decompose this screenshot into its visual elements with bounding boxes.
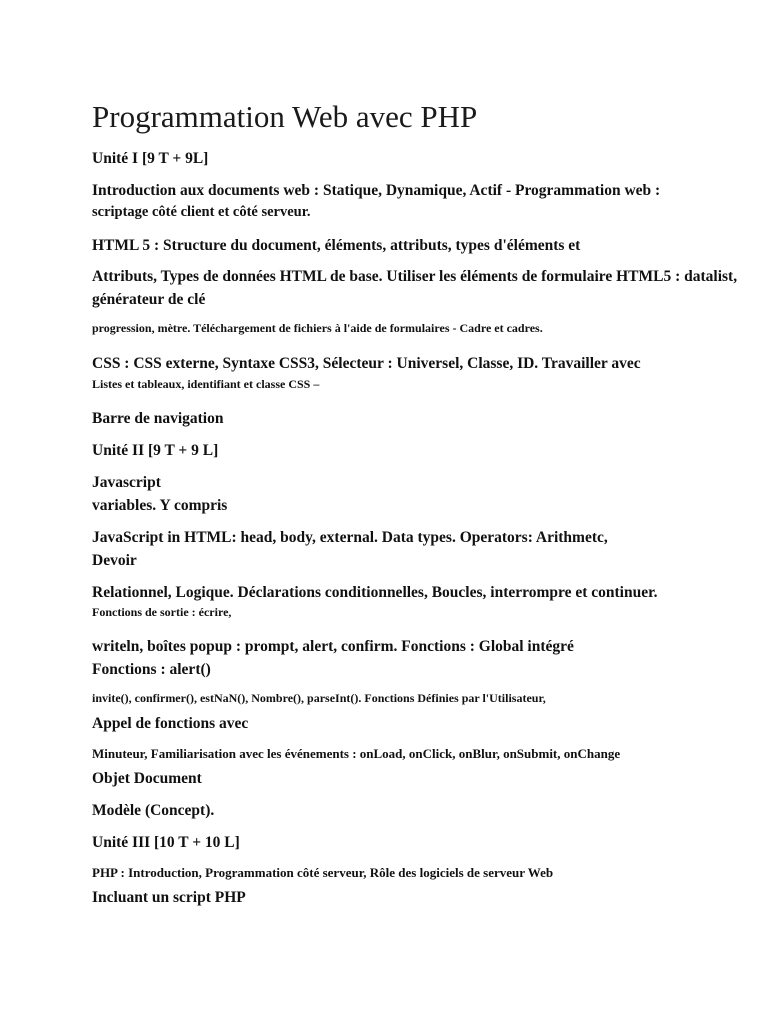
page-title: Programmation Web avec PHP: [92, 99, 478, 134]
text-line: writeln, boîtes popup : prompt, alert, confirm. Fonctions : Global intégré: [92, 638, 574, 655]
unit-2-heading: Unité II [9 T + 9 L]: [92, 442, 219, 459]
text-line: Introduction aux documents web : Statique, Dynamique, Actif - Programmation web :: [92, 182, 661, 199]
unit-1-heading: Unité I [9 T + 9L]: [92, 150, 209, 167]
text-line: scriptage côté client et côté serveur.: [92, 204, 311, 220]
text-line: progression, mètre. Téléchargement de fichiers à l'aide de formulaires - Cadre et cadres.: [92, 321, 543, 335]
text-line: Fonctions de sortie : écrire,: [92, 605, 232, 619]
text-line: Relationnel, Logique. Déclarations conditionnelles, Boucles, interrompre et continuer.: [92, 584, 658, 601]
text-line: Fonctions : alert(): [92, 661, 211, 678]
text-line: JavaScript in HTML: head, body, external. Data types. Operators: Arithmetc,: [92, 529, 608, 546]
text-line: générateur de clé: [92, 291, 206, 308]
text-line: Javascript: [92, 474, 161, 491]
text-line: Minuteur, Familiarisation avec les événements : onLoad, onClick, onBlur, onSubmit, onChange: [92, 746, 621, 761]
text-line: variables. Y compris: [92, 497, 228, 514]
text-line: Appel de fonctions avec: [92, 715, 249, 732]
text-line: Devoir: [92, 552, 137, 569]
text-line: Attributs, Types de données HTML de base. Utiliser les éléments de formulaire HTML5 : datalist,: [92, 268, 738, 285]
text-line: invite(), confirmer(), estNaN(), Nombre(), parseInt(). Fonctions Définies par l'Utilisateur,: [92, 691, 546, 705]
text-line: HTML 5 : Structure du document, éléments, attributs, types d'éléments et: [92, 237, 581, 254]
text-line: CSS : CSS externe, Syntaxe CSS3, Sélecteur : Universel, Classe, ID. Travailler avec: [92, 355, 641, 372]
text-line: Barre de navigation: [92, 410, 224, 427]
text-line: Incluant un script PHP: [92, 889, 246, 906]
text-line: PHP : Introduction, Programmation côté serveur, Rôle des logiciels de serveur Web: [92, 865, 554, 880]
text-line: Listes et tableaux, identifiant et classe CSS –: [92, 377, 320, 391]
unit-3-heading: Unité III [10 T + 10 L]: [92, 834, 240, 851]
text-line: Modèle (Concept).: [92, 802, 215, 819]
text-line: Objet Document: [92, 770, 202, 787]
